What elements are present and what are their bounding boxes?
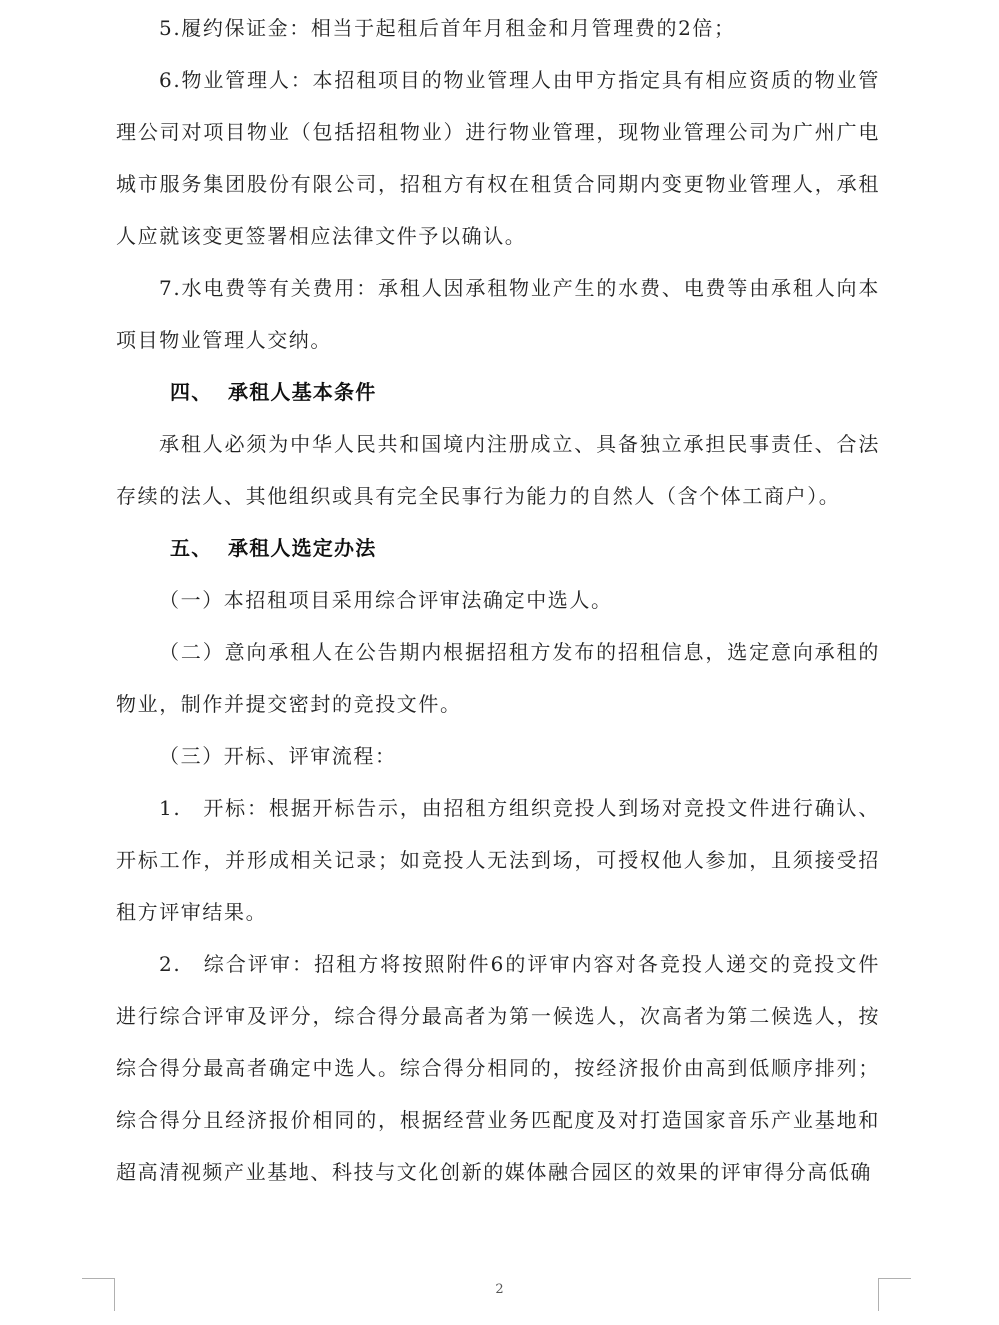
- paragraph-property-manager: 6.物业管理人：本招租项目的物业管理人由甲方指定具有相应资质的物业管理公司对项目物业（包括招租物业）进行物业管理，现物业管理公司为广州广电城市服务集团股份有限公司，招租方有权在租赁合同期内变更物业管理人，承租人应就该变更签署相应法律文件予以确认。: [116, 68, 880, 248]
- paragraph-performance-bond: 5.履约保证金：相当于起租后首年月租金和月管理费的2倍；: [159, 16, 736, 40]
- paragraph-bid-opening: 1. 开标：根据开标告示，由招租方组织竞投人到场对竞投文件进行确认、开标工作，并形成相关记录；如竞投人无法到场，可授权他人参加，且须接受招租方评审结果。: [116, 796, 880, 924]
- section-number: 五、: [170, 536, 213, 560]
- paragraph-selection-method: （一）本招租项目采用综合评审法确定中选人。: [159, 588, 613, 612]
- paragraph-lessee-conditions: 承租人必须为中华人民共和国境内注册成立、具备独立承担民事责任、合法存续的法人、其他组织或具有完全民事行为能力的自然人（含个体工商户）。: [116, 432, 880, 508]
- section-heading-four: [116, 366, 880, 418]
- section-heading-five: [116, 522, 880, 574]
- paragraph-bid-submission: （二）意向承租人在公告期内根据招租方发布的招租信息，选定意向承租的物业，制作并提交密封的竞投文件。: [116, 640, 880, 716]
- paragraph-evaluation: 2. 综合评审：招租方将按照附件6的评审内容对各竞投人递交的竞投文件进行综合评审及评分，综合得分最高者为第一候选人，次高者为第二候选人，按综合得分最高者确定中选人。综合得分相同的，按经济报价由高到低顺序排列；综合得分且经济报价相同的，根据经营业务匹配度及对打造国家音乐产业基地和超高清视频产业基地、科技与文化创新的媒体融合园区的效果的评审得分高低确: [116, 952, 880, 1184]
- page-number: 2: [495, 1282, 504, 1297]
- section-title: 承租人选定办法: [228, 536, 377, 560]
- section-title: 承租人基本条件: [228, 380, 377, 404]
- section-number: 四、: [170, 380, 213, 404]
- paragraph-process-title: （三）开标、评审流程：: [159, 744, 397, 768]
- document-body: [116, 0, 880, 1198]
- paragraph-utility-fees: 7.水电费等有关费用：承租人因承租物业产生的水费、电费等由承租人向本项目物业管理人交纳。: [116, 276, 880, 352]
